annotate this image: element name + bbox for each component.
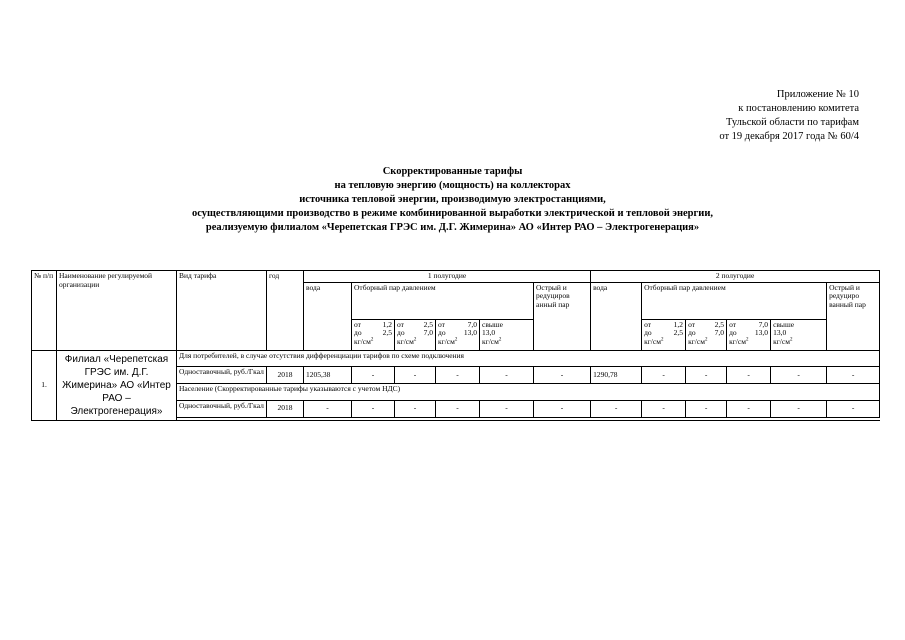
value-cell: - bbox=[642, 400, 686, 417]
value-cell: - bbox=[395, 400, 436, 417]
header-steam: Отборный пар давлением bbox=[642, 282, 827, 319]
appendix-line: Тульской области по тарифам bbox=[725, 117, 859, 128]
title-line: Скорректированные тарифы bbox=[382, 166, 523, 177]
pressure-range: от 1,2 до 2,5 $кг/см^2$ bbox=[642, 319, 686, 350]
value-cell: - bbox=[642, 367, 686, 384]
appendix-line: Приложение № 10 bbox=[776, 89, 859, 100]
year-cell: 2018 bbox=[267, 400, 304, 417]
value-cell: - bbox=[827, 367, 880, 384]
value-cell: - bbox=[480, 400, 534, 417]
value-cell: - bbox=[686, 400, 727, 417]
pressure-range: от 1,2 до 2,5 $кг/см^2$ bbox=[352, 319, 395, 350]
value-cell: - bbox=[534, 400, 591, 417]
value-cell: - bbox=[395, 367, 436, 384]
pressure-range: от 7,0 до 13,0 $кг/см^2$ bbox=[727, 319, 771, 350]
header-half2: 2 полугодие bbox=[591, 271, 880, 283]
year-cell: 2018 bbox=[267, 367, 304, 384]
header-half1: 1 полугодие bbox=[304, 271, 591, 283]
value-cell: - bbox=[727, 367, 771, 384]
header-tariff-type: Вид тарифа bbox=[177, 271, 267, 351]
title-line: на тепловую энергию (мощность) на коллекторах bbox=[334, 180, 571, 191]
value-cell: - bbox=[436, 367, 480, 384]
header-acute: Острый и редуциров анный пар bbox=[534, 282, 591, 350]
header-water: вода bbox=[591, 282, 642, 350]
title-line: реализуемую филиалом «Черепетская ГРЭС им. Д.Г. Жимерина» АО «Интер РАО – Электрогенерация» bbox=[205, 222, 700, 233]
value-cell: - bbox=[727, 400, 771, 417]
value-cell: - bbox=[771, 367, 827, 384]
pressure-range: свыше 13,0 $кг/см^2$ bbox=[480, 319, 534, 350]
tariff-type-cell: Одноставочный, руб./Гкал bbox=[177, 367, 267, 384]
value-cell: - bbox=[827, 400, 880, 417]
title-line: осуществляющими производство в режиме комбинированной выработки электрической и тепловой энергии, bbox=[191, 208, 714, 219]
tariff-table bbox=[31, 270, 880, 421]
title-line: источника тепловой энергии, производимую электростанциями, bbox=[299, 194, 606, 205]
row-number: 1. bbox=[32, 350, 57, 420]
tariff-type-cell: Одноставочный, руб./Гкал bbox=[177, 400, 267, 417]
value-cell: - bbox=[480, 367, 534, 384]
value-cell: - bbox=[436, 400, 480, 417]
value-cell: - bbox=[591, 400, 642, 417]
pressure-range: от 2,5 до 7,0 $кг/см^2$ bbox=[686, 319, 727, 350]
pressure-range: от 7,0 до 13,0 $кг/см^2$ bbox=[436, 319, 480, 350]
org-name: Филиал «Черепетская ГРЭС им. Д.Г. Жимерина» АО «Интер РАО – Электрогенерация» bbox=[57, 350, 177, 420]
header-row bbox=[32, 271, 880, 283]
value-cell: - bbox=[686, 367, 727, 384]
value-cell: - bbox=[352, 400, 395, 417]
section-row bbox=[32, 350, 880, 367]
section-consumers: Для потребителей, в случае отсутствия дифференциации тарифов по схеме подключения bbox=[177, 350, 880, 367]
value-cell: 1290,78 bbox=[591, 367, 642, 384]
document-title bbox=[0, 165, 905, 235]
value-cell: - bbox=[304, 400, 352, 417]
header-num: № п/п bbox=[32, 271, 57, 351]
header-water: вода bbox=[304, 282, 352, 350]
appendix-line: к постановлению комитета bbox=[738, 103, 859, 114]
pressure-range: от 2,5 до 7,0 $кг/см^2$ bbox=[395, 319, 436, 350]
appendix-line: от 19 декабря 2017 года № 60/4 bbox=[719, 131, 859, 142]
value-cell: - bbox=[352, 367, 395, 384]
header-steam: Отборный пар давлением bbox=[352, 282, 534, 319]
header-year: год bbox=[267, 271, 304, 351]
spacer-cell bbox=[177, 417, 880, 420]
section-population: Население (Скорректированные тарифы указываются с учетом НДС) bbox=[177, 384, 880, 401]
value-cell: - bbox=[771, 400, 827, 417]
appendix-block bbox=[719, 88, 859, 144]
header-acute: Острый и редуциро ванный пар bbox=[827, 282, 880, 350]
header-org: Наименование регулируемой организации bbox=[57, 271, 177, 351]
value-cell: - bbox=[534, 367, 591, 384]
value-cell: 1205,38 bbox=[304, 367, 352, 384]
pressure-range: свыше 13,0 $кг/см^2$ bbox=[771, 319, 827, 350]
